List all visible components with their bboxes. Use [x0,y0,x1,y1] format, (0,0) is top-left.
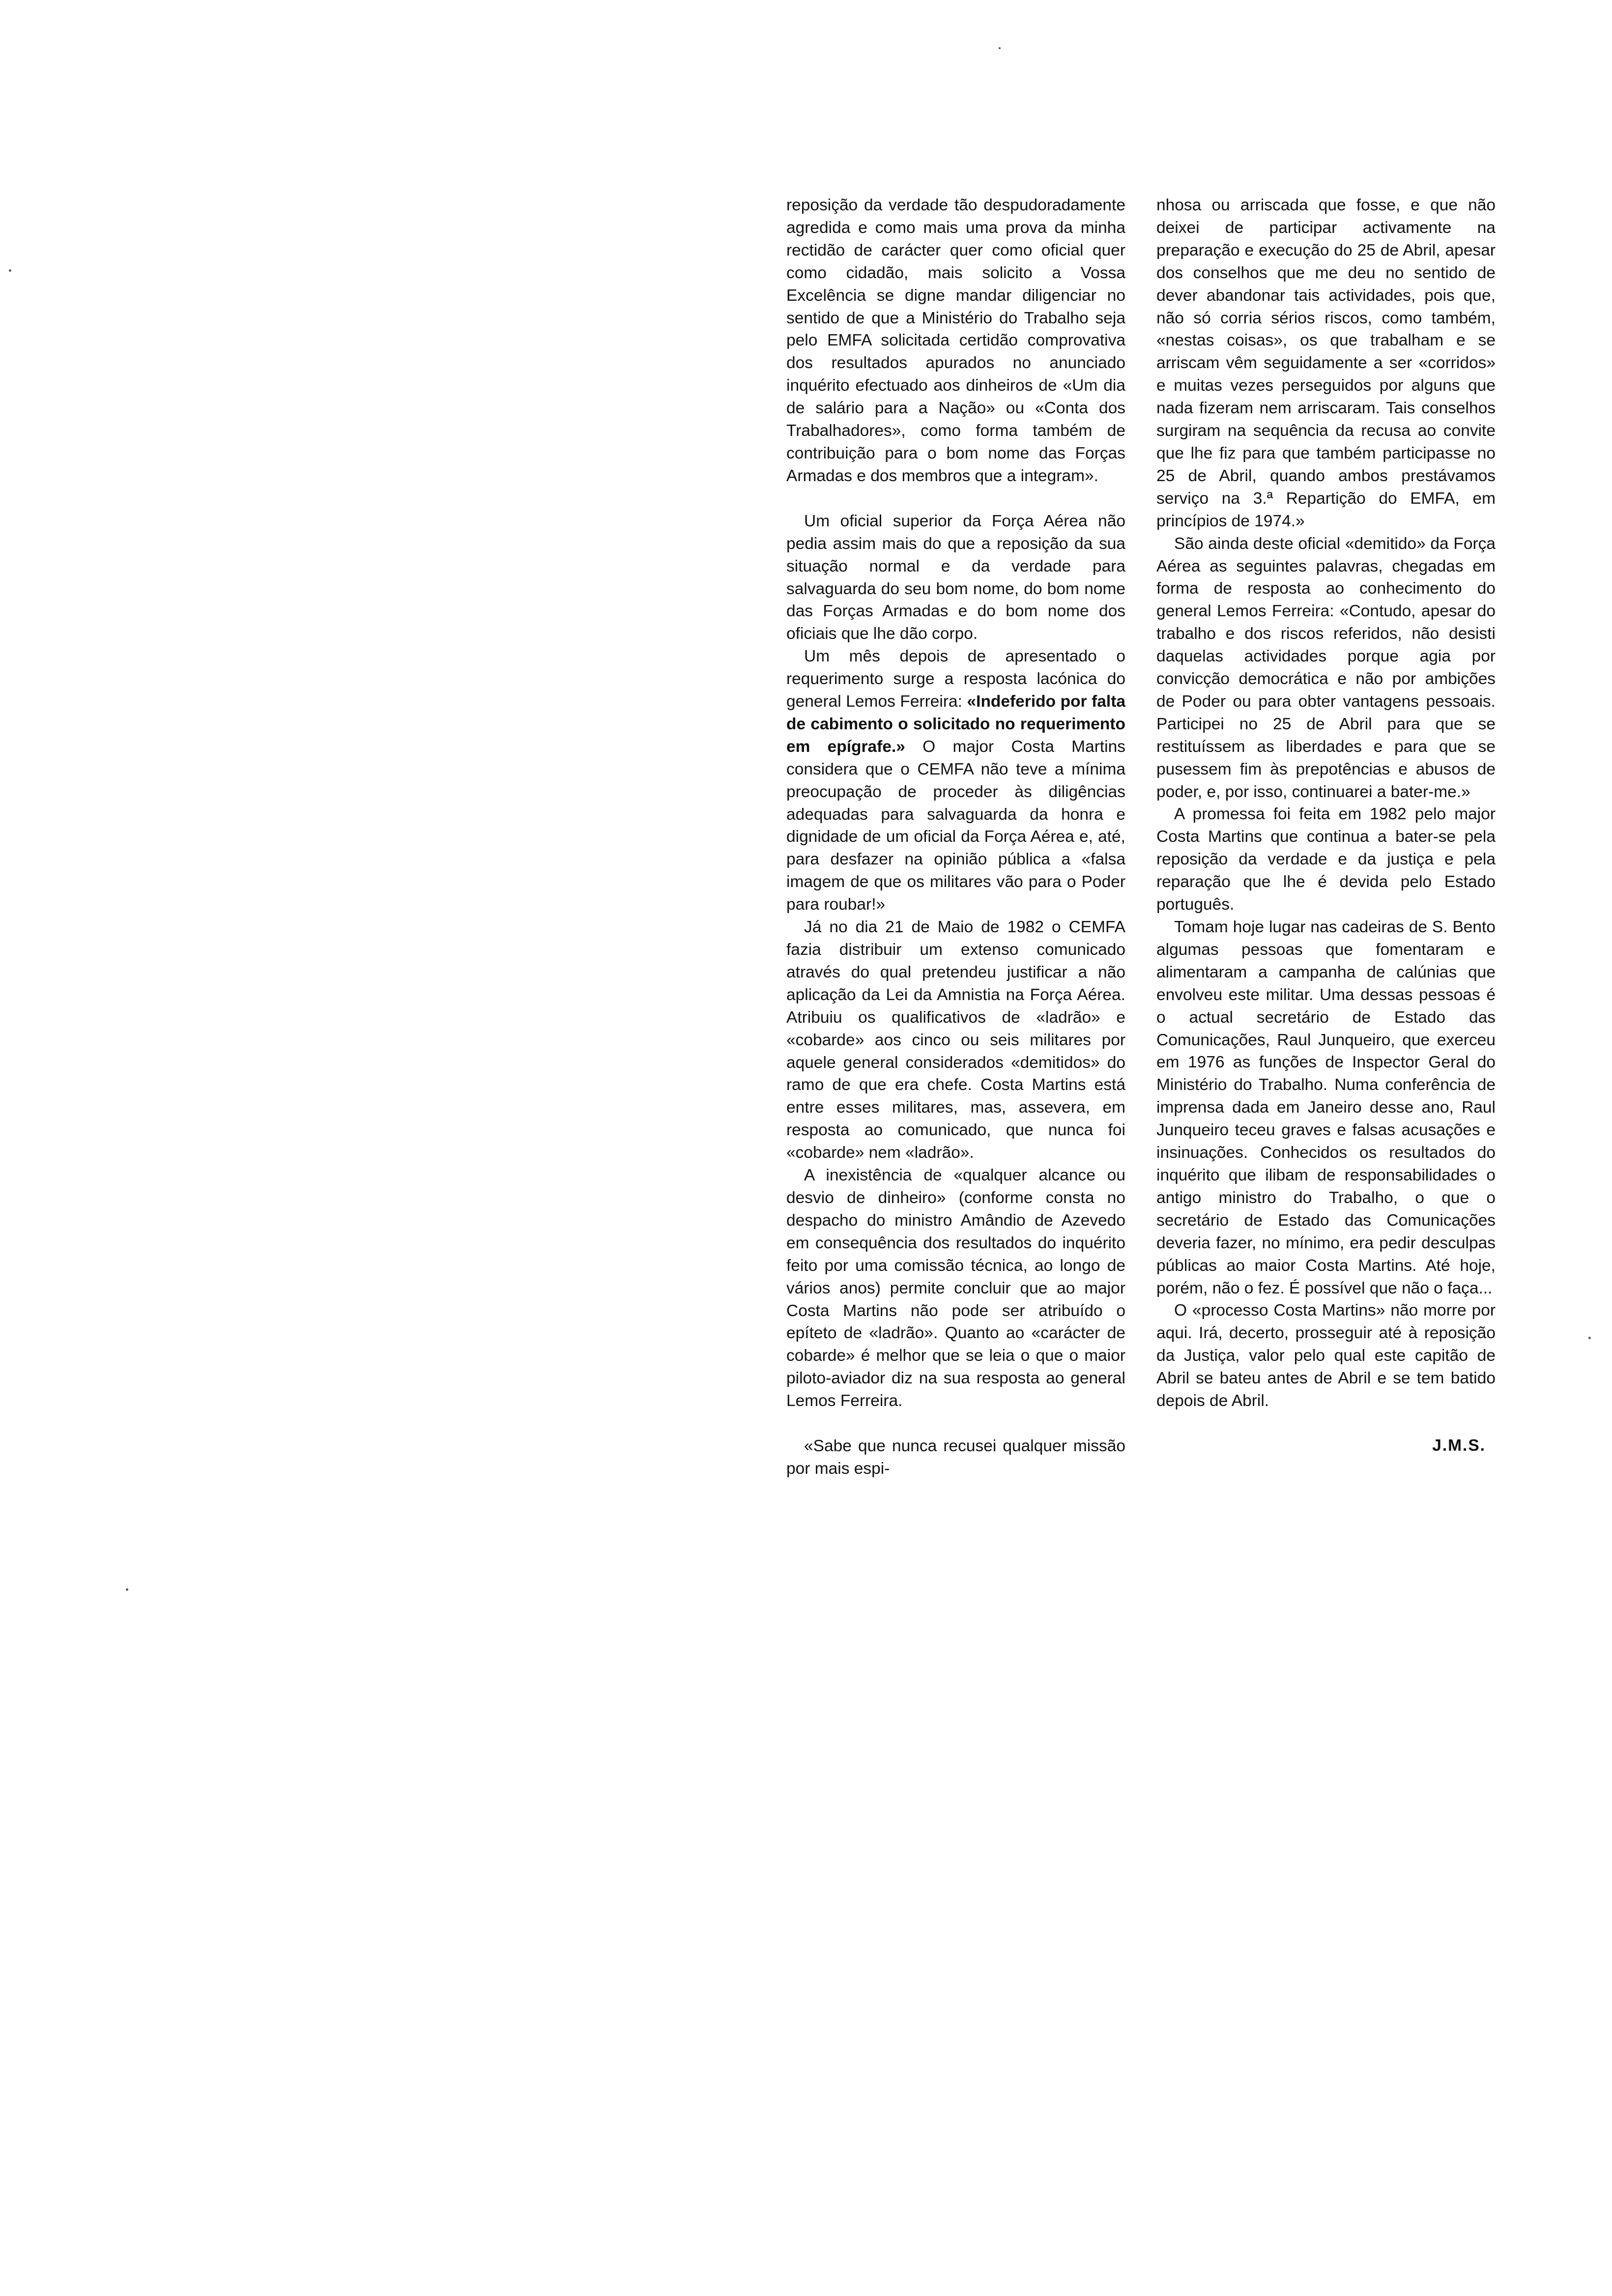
paragraph-text: O major Costa Martins considera que o CEMFA não teve a mínima preocupação de proceder às diligências adequadas para salvaguarda da honra e dignidade de um oficial da Força Aérea e, até, para desfazer na opinião pública a «falsa imagem de que os militares vão para o Poder para roubar!» [786,737,1126,914]
paragraph: Um oficial superior da Força Aérea não pedia assim mais do que a reposição da sua situação normal e da verdade para salvaguarda do seu bom nome, do bom nome das Forças Armadas e do bom nome dos oficiais que lhe dão corpo. [786,512,1125,643]
paragraph [786,645,1125,916]
scan-speck [1588,1337,1591,1339]
paragraph: Já no dia 21 de Maio de 1982 o CEMFA fazia distribuir um extenso comunicado através do qual pretendeu justificar a não aplicação da Lei da Amnistia na Força Aérea. Atribuiu os qualificativos de «ladrão» e «cobarde» aos cinco ou seis militares por aquele general considerados «demitidos» do ramo de que era chefe. Costa Martins está entre esses militares, mas, assevera, em resposta ao comunicado, que nunca foi «cobarde» nem «ladrão». [786,918,1125,1162]
scan-speck [9,269,11,272]
quoted-decision: «Indeferido por falta de cabimento o solicitado no requerimento em epígrafe.» [786,692,1125,756]
paragraph: A promessa foi feita em 1982 pelo major Costa Martins que continua a bater-se pela reposição da verdade e da justiça e pela reparação que lhe é devida pelo Estado português. [1156,805,1496,914]
paragraph: nhosa ou arriscada que fosse, e que não deixei de participar activamente na preparação e execução do 25 de Abril, apesar dos conselhos que me deu no sentido de dever abandonar tais actividades, pois que, não só corria sérios riscos, como também, «nestas coisas», os que trabalham e se arriscam vêm seguidamente a ser «corridos» e muitas vezes perseguidos por alguns que nada fizeram nem arriscaram. Tais conselhos surgiram na sequência da recusa ao convite que lhe fiz para que também participasse no 25 de Abril, quando ambos prestávamos serviço na 3.ª Repartição do EMFA, em princípios de 1974.» [1156,196,1496,530]
paragraph: Tomam hoje lugar nas cadeiras de S. Bento algumas pessoas que fomentaram e alimentaram a campanha de calúnias que envolveu este militar. Uma dessas pessoas é o actual secretário de Estado das Comunicações, Raul Junqueiro, que exerceu em 1976 as funções de Inspector Geral do Ministério do Trabalho. Numa conferência de imprensa dada em Janeiro desse ano, Raul Junqueiro teceu graves e falsas acusações e insinuações. Conhecidos os resultados do inquérito que ilibam de responsabilidades o antigo ministro do Trabalho, o que o secretário de Estado das Comunicações deveria fazer, no mínimo, era pedir desculpas públicas ao maior Costa Martins. Até hoje, porém, não o fez. É possível que não o faça... [1156,918,1496,1297]
scan-speck [126,1588,128,1591]
article-column-right [1156,194,1496,1457]
author-signature: J.M.S. [1432,1436,1486,1455]
paragraph: «Sabe que nunca recusei qualquer missão por mais espi- [786,1437,1125,1478]
paragraph: O «processo Costa Martins» não morre por aqui. Irá, decerto, prosseguir até à reposição da Justiça, valor pelo qual este capitão de Abril se bateu antes de Abril e se tem batido depois de Abril. [1156,1301,1496,1410]
article-column-left [786,194,1125,1480]
paragraph: reposição da verdade tão despudoradamente agredida e como mais uma prova da minha rectidão de carácter quer como oficial quer como cidadão, mais solicito a Vossa Excelência se digne mandar diligenciar no sentido de que a Ministério do Trabalho seja pelo EMFA solicitada certidão comprovativa dos resultados apurados no anunciado inquérito efectuado aos dinheiros de «Um dia de salário para a Nação» ou «Conta dos Trabalhadores», como forma também de contribuição para o bom nome das Forças Armadas e dos membros que a integram». [786,196,1125,485]
paragraph: São ainda deste oficial «demitido» da Força Aérea as seguintes palavras, chegadas em forma de resposta ao conhecimento do general Lemos Ferreira: «Contudo, apesar do trabalho e dos riscos referidos, não desisti daquelas actividades porque agia por convicção democrática e não por ambições de Poder ou para obter vantagens pessoais. Participei no 25 de Abril para que se restituíssem as liberdades e para que se pusessem fim às prepotências e abusos de poder, e, por isso, continuarei a bater-me.» [1156,534,1496,801]
paragraph: A inexistência de «qualquer alcance ou desvio de dinheiro» (conforme consta no despacho do ministro Amândio de Azevedo em consequência dos resultados do inquérito feito por uma comissão técnica, ao longo de vários anos) permite concluir que ao major Costa Martins não pode ser atribuído o epíteto de «ladrão». Quanto ao «carácter de cobarde» é melhor que se leia o que o maior piloto-aviador diz na sua resposta ao general Lemos Ferreira. [786,1166,1125,1410]
scan-speck [999,47,1001,49]
paragraph-text: Um mês depois de apresentado o requerimento surge a resposta lacónica do general Lemos Ferreira: [786,647,1125,711]
